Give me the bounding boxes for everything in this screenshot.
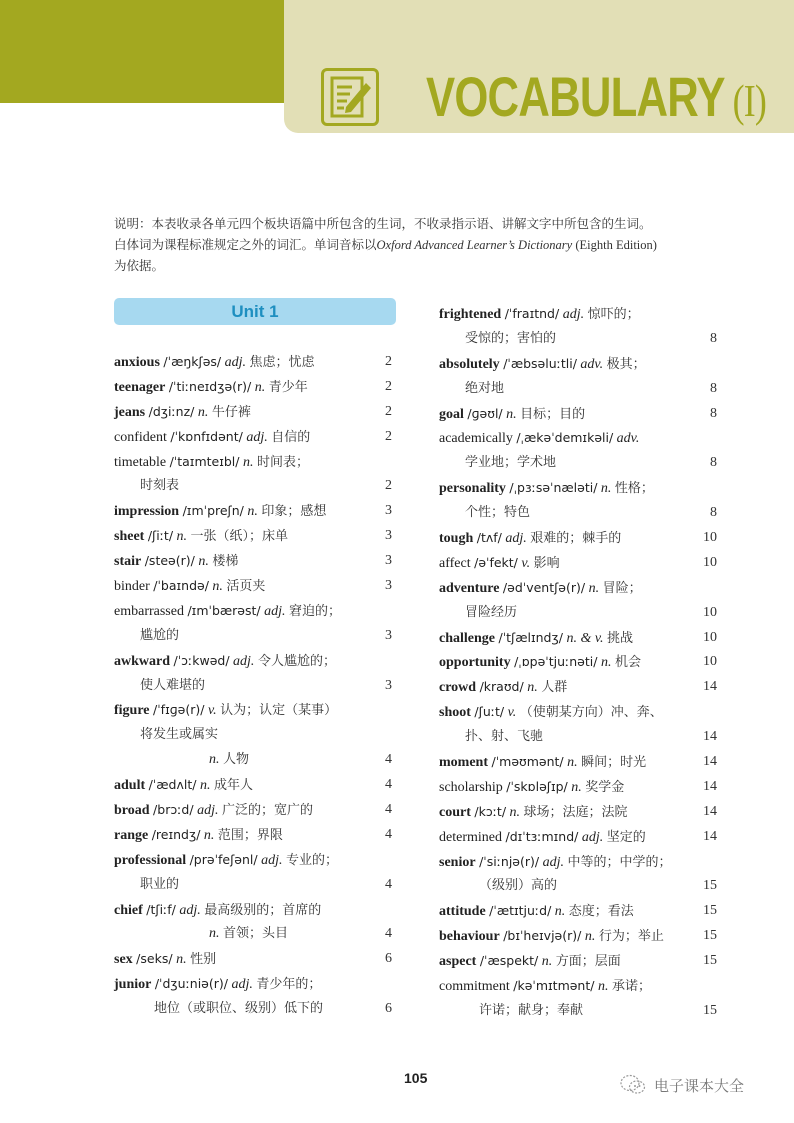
chinese-meaning: 惊吓的； xyxy=(587,307,640,322)
vocab-continuation xyxy=(114,723,392,748)
phonetic: /ˌækəˈdemɪkəli/ xyxy=(516,430,614,446)
headword: jeans xyxy=(114,404,146,420)
part-of-speech: n. xyxy=(197,404,209,420)
chinese-meaning: 焦虑；忧虑 xyxy=(249,355,315,370)
page-ref: 10 xyxy=(703,530,717,546)
intro-line-1: 说明：本表收录各单元四个板块语篇中所包含的生词，不收录指示语、讲解文字中所包含的生词。 xyxy=(114,217,652,231)
headword: personality xyxy=(439,481,506,497)
part-of-speech: n. xyxy=(247,504,258,520)
vocab-entry xyxy=(439,974,717,999)
part-of-speech: n. xyxy=(584,929,596,945)
part-of-speech: n. xyxy=(242,454,254,470)
page-ref: 4 xyxy=(385,926,392,942)
chinese-meaning: 态度；看法 xyxy=(568,904,634,920)
brand-text: 电子课本大全 xyxy=(654,1076,745,1095)
part-of-speech: adj. xyxy=(233,653,255,669)
vocab-sense xyxy=(114,748,392,773)
chinese-meaning: 窘迫的； xyxy=(289,603,342,619)
chinese-meaning: 尴尬的 xyxy=(140,627,180,643)
chinese-meaning: （使朝某方向）冲、奔、 xyxy=(519,705,663,721)
phonetic: /ˈæbsəluːtli/ xyxy=(503,355,577,371)
part-of-speech: n. xyxy=(567,755,578,771)
chinese-meaning: 奖学金 xyxy=(585,779,625,795)
vocab-continuation xyxy=(114,474,392,499)
part-of-speech: n. xyxy=(209,926,220,942)
chinese-meaning: 人群 xyxy=(541,680,568,696)
page-ref: 10 xyxy=(703,629,717,645)
title-text: VOCABULARY xyxy=(426,65,725,128)
headword: moment xyxy=(439,755,488,771)
chinese-meaning: 目标；目的 xyxy=(520,406,586,422)
part-of-speech: v. xyxy=(207,703,217,719)
headword: impression xyxy=(114,504,180,520)
part-of-speech: n. xyxy=(176,529,188,545)
headword: anxious xyxy=(114,355,160,370)
vocab-continuation xyxy=(114,873,392,898)
headword: stair xyxy=(114,554,142,570)
chinese-meaning: 个性；特色 xyxy=(465,505,531,521)
vocab-continuation xyxy=(439,451,717,476)
page-ref: 15 xyxy=(703,878,717,894)
chinese-meaning: 广泛的；宽广的 xyxy=(221,803,313,819)
chinese-meaning: 性别 xyxy=(190,952,217,968)
phonetic: /ˈfraɪtnd/ xyxy=(504,306,560,321)
phonetic: /ˈtiːneɪdʒə(r)/ xyxy=(168,378,252,394)
vocab-entry xyxy=(439,626,717,651)
phonetic: /ədˈventʃə(r)/ xyxy=(502,579,586,595)
headword: tough xyxy=(439,531,474,547)
vocab-entry xyxy=(439,576,717,601)
part-of-speech: adj. xyxy=(264,603,286,619)
vocab-entry xyxy=(114,599,392,624)
vocab-continuation xyxy=(439,377,717,402)
page-ref: 15 xyxy=(703,928,717,944)
intro-note xyxy=(114,214,734,277)
page-ref: 8 xyxy=(710,405,717,421)
phonetic: /tʃiːf/ xyxy=(146,901,176,917)
headword: academically xyxy=(439,431,513,447)
part-of-speech: adj. xyxy=(261,852,283,868)
part-of-speech: n. xyxy=(600,655,612,671)
page-ref: 14 xyxy=(703,679,717,695)
chinese-meaning: 机会 xyxy=(614,655,641,671)
vocab-entry xyxy=(439,949,717,974)
part-of-speech: adv. xyxy=(580,356,604,372)
intro-line-2-prefix: 白体词为课程标准规定之外的词汇。单词音标以 xyxy=(114,238,377,252)
phonetic: /reɪndʒ/ xyxy=(151,826,201,842)
vocab-entry xyxy=(439,750,717,775)
phonetic: /ɪmˈbærəst/ xyxy=(187,602,261,618)
chinese-meaning: 一张（纸）；床单 xyxy=(190,529,289,545)
phonetic: /brɔːd/ xyxy=(153,802,194,818)
phonetic: /kraʊd/ xyxy=(479,679,524,695)
headword: opportunity xyxy=(439,655,511,671)
part-of-speech: adj. xyxy=(246,429,268,445)
chinese-meaning: 青少年的； xyxy=(256,977,322,993)
phonetic: /kəˈmɪtmənt/ xyxy=(513,978,595,994)
unit-banner: Unit 1 xyxy=(114,298,396,325)
part-of-speech: n. xyxy=(600,481,612,497)
vocab-entry xyxy=(439,800,717,825)
phonetic: /seks/ xyxy=(136,951,173,967)
phonetic: /ɡəʊl/ xyxy=(467,405,503,421)
headword: range xyxy=(114,827,149,843)
headword: court xyxy=(439,804,471,820)
part-of-speech: n. xyxy=(554,904,566,920)
vocab-entry xyxy=(114,400,392,425)
chinese-meaning: 时刻表 xyxy=(140,478,180,494)
chinese-meaning: 行为；举止 xyxy=(598,929,664,945)
edition-text: (Eighth Edition) xyxy=(572,238,657,252)
chinese-meaning: 艰难的；棘手的 xyxy=(530,531,622,547)
phonetic: /ˈtʃælɪndʒ/ xyxy=(498,629,563,645)
headword: professional xyxy=(114,852,187,868)
title-volume: (I) xyxy=(732,75,767,126)
vocab-continuation xyxy=(439,601,717,626)
headword: scholarship xyxy=(439,779,503,795)
chinese-meaning: 最高级别的；首席的 xyxy=(204,902,322,918)
chinese-meaning: 认为；认定（某事） xyxy=(220,703,338,719)
headword: adventure xyxy=(439,580,500,596)
page-ref: 6 xyxy=(385,1001,392,1017)
phonetic: /ˈætɪtjuːd/ xyxy=(489,903,552,919)
headword: sex xyxy=(114,952,133,968)
vocab-entry xyxy=(114,848,392,873)
headword: affect xyxy=(439,555,471,571)
vocab-sense xyxy=(114,922,392,947)
page-ref: 3 xyxy=(385,553,392,569)
vocab-entry xyxy=(114,798,392,823)
headword: commitment xyxy=(439,979,510,995)
chinese-meaning: 将发生或属实 xyxy=(140,727,219,743)
headword: determined xyxy=(439,829,502,845)
chinese-meaning: 时间表； xyxy=(256,454,309,470)
part-of-speech: adj. xyxy=(224,355,247,370)
part-of-speech: n. xyxy=(254,379,266,395)
vocab-entry xyxy=(439,526,717,551)
vocab-entry xyxy=(439,850,717,875)
phonetic: /ˈdʒuːniə(r)/ xyxy=(154,976,228,992)
intro-line-2 xyxy=(114,235,734,256)
part-of-speech: n. xyxy=(212,579,223,595)
page-ref: 2 xyxy=(385,378,392,394)
part-of-speech: n. xyxy=(199,778,211,794)
vocab-column-left xyxy=(114,350,392,1022)
chinese-meaning: 球场；法庭；法院 xyxy=(523,804,628,820)
chinese-meaning: 性格； xyxy=(614,481,654,497)
page-ref: 6 xyxy=(385,951,392,967)
page-ref: 4 xyxy=(385,777,392,793)
page-ref: 4 xyxy=(385,876,392,892)
page-ref: 14 xyxy=(703,828,717,844)
chinese-meaning: 印象；感想 xyxy=(261,504,327,520)
phonetic: /ˈfɪɡə(r)/ xyxy=(153,702,205,718)
headword: sheet xyxy=(114,529,145,545)
chinese-meaning: 楼梯 xyxy=(212,554,239,570)
chinese-meaning: 牛仔裤 xyxy=(211,404,251,420)
phonetic: /ˈæŋkʃəs/ xyxy=(163,354,222,369)
chinese-meaning: 令人尴尬的； xyxy=(257,653,336,669)
part-of-speech: adj. xyxy=(179,902,201,918)
vocab-entry xyxy=(114,350,392,375)
page-ref: 14 xyxy=(703,803,717,819)
chinese-meaning: 绝对地 xyxy=(465,380,505,396)
vocab-continuation xyxy=(439,327,717,352)
chinese-meaning: 活页夹 xyxy=(226,579,266,595)
phonetic: /ˌɒpəˈtjuːnəti/ xyxy=(514,654,598,670)
page-ref: 14 xyxy=(703,729,717,745)
phonetic: /ˈæspekt/ xyxy=(479,953,539,969)
page-ref: 8 xyxy=(710,330,717,346)
phonetic: /ˈsiːnjə(r)/ xyxy=(479,853,540,869)
phonetic: /ˈkɒnfɪdənt/ xyxy=(170,428,243,444)
phonetic: /tʌf/ xyxy=(476,530,502,546)
chinese-meaning: 成年人 xyxy=(213,778,253,794)
vocab-entry xyxy=(114,450,392,475)
vocab-entry xyxy=(439,825,717,850)
page-ref: 3 xyxy=(385,503,392,519)
page-ref: 2 xyxy=(385,478,392,494)
headword: timetable xyxy=(114,454,167,470)
part-of-speech: adj. xyxy=(197,803,219,819)
part-of-speech: n. & v. xyxy=(566,630,604,646)
chinese-meaning: 冒险经历 xyxy=(465,604,518,620)
page-ref: 3 xyxy=(385,627,392,643)
vocab-entry xyxy=(114,698,392,723)
vocab-entry xyxy=(439,551,717,576)
chinese-meaning: 中等的；中学的； xyxy=(567,854,672,870)
headword: shoot xyxy=(439,705,471,721)
vocab-entry xyxy=(114,898,392,923)
phonetic: /ˈskɒləʃɪp/ xyxy=(506,778,568,794)
vocab-entry xyxy=(114,375,392,400)
headword: binder xyxy=(114,579,150,595)
part-of-speech: n. xyxy=(597,979,609,995)
part-of-speech: adj. xyxy=(562,307,585,322)
headword: crowd xyxy=(439,680,477,696)
chinese-meaning: （级别）高的 xyxy=(479,878,558,894)
part-of-speech: adj. xyxy=(542,854,564,870)
phonetic: /steə(r)/ xyxy=(144,553,195,569)
headword: teenager xyxy=(114,379,166,395)
chinese-meaning: 学业地；学术地 xyxy=(465,455,557,471)
page-ref: 14 xyxy=(703,754,717,770)
chinese-meaning: 坚定的 xyxy=(606,829,646,845)
page-ref: 10 xyxy=(703,554,717,570)
phonetic: /ˈbaɪndə/ xyxy=(153,578,209,594)
page-ref: 10 xyxy=(703,654,717,670)
page-title xyxy=(426,62,766,136)
page-ref: 3 xyxy=(385,578,392,594)
phonetic: /ʃuːt/ xyxy=(474,704,505,720)
page-ref: 3 xyxy=(385,677,392,693)
page-number: 105 xyxy=(404,1070,428,1086)
chinese-meaning: 承诺； xyxy=(611,979,651,995)
page-ref: 15 xyxy=(703,953,717,969)
phonetic: /prəˈfeʃənl/ xyxy=(189,851,258,867)
vocab-entry xyxy=(439,899,717,924)
phonetic: /ʃiːt/ xyxy=(147,528,174,544)
part-of-speech: v. xyxy=(521,555,531,571)
part-of-speech: n. xyxy=(506,406,517,422)
vocab-continuation xyxy=(114,674,392,699)
header-olive-block xyxy=(0,0,284,103)
phonetic: /dɪˈtɜːmɪnd/ xyxy=(505,828,579,844)
phonetic: /bɪˈheɪvjə(r)/ xyxy=(503,928,582,944)
part-of-speech: adj. xyxy=(505,531,527,547)
page-ref: 4 xyxy=(385,752,392,768)
page-ref: 4 xyxy=(385,826,392,842)
headword: absolutely xyxy=(439,356,500,372)
vocab-entry xyxy=(439,675,717,700)
headword: figure xyxy=(114,703,150,719)
page-ref: 15 xyxy=(703,903,717,919)
vocab-entry xyxy=(439,352,717,377)
part-of-speech: n. xyxy=(571,779,582,795)
chinese-meaning: 职业的 xyxy=(140,876,180,892)
vocab-entry xyxy=(439,476,717,501)
vocab-continuation xyxy=(439,501,717,526)
vocab-continuation xyxy=(114,997,392,1022)
chinese-meaning: 人物 xyxy=(223,752,250,768)
part-of-speech: n. xyxy=(203,827,215,843)
chinese-meaning: 瞬间；时光 xyxy=(581,755,647,771)
chinese-meaning: 自信的 xyxy=(271,429,311,445)
vocab-entry xyxy=(439,402,717,427)
headword: awkward xyxy=(114,653,171,669)
vocab-entry xyxy=(114,773,392,798)
part-of-speech: n. xyxy=(588,580,600,596)
part-of-speech: n. xyxy=(509,804,521,820)
vocab-entry xyxy=(114,947,392,972)
vocab-entry xyxy=(439,775,717,800)
vocab-entry xyxy=(114,574,392,599)
wechat-icon xyxy=(620,1074,646,1096)
vocab-entry xyxy=(114,524,392,549)
page-ref: 8 xyxy=(710,455,717,471)
headword: junior xyxy=(114,977,152,993)
page-ref: 15 xyxy=(703,1002,717,1018)
vocab-continuation xyxy=(439,999,717,1024)
phonetic: /ˈtaɪmteɪbl/ xyxy=(169,453,240,469)
vocab-entry xyxy=(439,924,717,949)
vocab-entry xyxy=(439,650,717,675)
chinese-meaning: 扑、射、飞驰 xyxy=(465,729,544,745)
chinese-meaning: 方面；层面 xyxy=(555,954,621,970)
vocab-entry xyxy=(114,499,392,524)
part-of-speech: n. xyxy=(527,680,538,696)
vocab-entry xyxy=(114,972,392,997)
headword: chief xyxy=(114,902,143,918)
part-of-speech: v. xyxy=(507,705,517,721)
headword: embarrassed xyxy=(114,603,184,619)
vocab-entry xyxy=(114,649,392,674)
brand-watermark xyxy=(620,1074,744,1096)
page-ref: 3 xyxy=(385,528,392,544)
chinese-meaning: 青少年 xyxy=(268,379,308,395)
headword: attitude xyxy=(439,904,486,920)
chinese-meaning: 许诺；献身；奉献 xyxy=(479,1002,584,1018)
part-of-speech: n. xyxy=(198,554,209,570)
chinese-meaning: 使人难堪的 xyxy=(140,677,206,693)
vocab-entry xyxy=(114,549,392,574)
part-of-speech: adj. xyxy=(581,829,604,845)
vocab-column-right xyxy=(439,302,717,1024)
headword: adult xyxy=(114,778,146,794)
page-ref: 2 xyxy=(385,354,392,369)
headword: senior xyxy=(439,854,476,870)
chinese-meaning: 地位（或职位、级别）低下的 xyxy=(154,1001,324,1017)
vocab-entry xyxy=(114,823,392,848)
part-of-speech: n. xyxy=(209,752,220,768)
intro-line-3: 为依据。 xyxy=(114,259,165,273)
headword: aspect xyxy=(439,954,477,970)
vocab-continuation xyxy=(439,725,717,750)
vocab-continuation xyxy=(439,874,717,899)
phonetic: /ˈməʊmənt/ xyxy=(491,754,564,770)
headword: goal xyxy=(439,406,464,422)
page-ref: 8 xyxy=(710,505,717,521)
dictionary-title: Oxford Advanced Learner’s Dictionary xyxy=(376,238,573,252)
headword: frightened xyxy=(439,307,502,322)
part-of-speech: adv. xyxy=(616,431,640,447)
chinese-meaning: 专业的； xyxy=(285,852,338,868)
headword: behaviour xyxy=(439,929,500,945)
headword: confident xyxy=(114,429,167,445)
headword: challenge xyxy=(439,630,495,646)
chinese-meaning: 冒险； xyxy=(602,580,642,596)
page-ref: 4 xyxy=(385,802,392,818)
part-of-speech: adj. xyxy=(231,977,253,993)
phonetic: /ˈɔːkwəd/ xyxy=(173,652,230,668)
chinese-meaning: 首领；头目 xyxy=(223,926,289,942)
part-of-speech: n. xyxy=(176,952,187,968)
vocab-entry xyxy=(439,426,717,451)
phonetic: /kɔːt/ xyxy=(474,803,507,819)
chinese-meaning: 范围；界限 xyxy=(217,827,283,843)
phonetic: /ˌpɜːsəˈnæləti/ xyxy=(509,480,598,496)
page-ref: 2 xyxy=(385,403,392,419)
vocab-entry xyxy=(439,302,717,327)
page-ref: 14 xyxy=(703,778,717,794)
phonetic: /ˈædʌlt/ xyxy=(148,777,197,793)
chinese-meaning: 影响 xyxy=(533,555,560,571)
chinese-meaning: 挑战 xyxy=(607,630,634,646)
headword: broad xyxy=(114,803,150,819)
page-ref: 8 xyxy=(710,380,717,396)
phonetic: /dʒiːnz/ xyxy=(148,403,195,419)
vocab-continuation xyxy=(114,624,392,649)
vocab-entry xyxy=(439,700,717,725)
notepad-pencil-icon xyxy=(321,68,379,126)
page-ref: 2 xyxy=(385,428,392,444)
part-of-speech: n. xyxy=(541,954,553,970)
vocab-entry xyxy=(114,425,392,450)
chinese-meaning: 受惊的；害怕的 xyxy=(465,330,557,346)
phonetic: /əˈfekt/ xyxy=(474,554,518,570)
phonetic: /ɪmˈpreʃn/ xyxy=(182,503,244,519)
chinese-meaning: 极其； xyxy=(606,356,646,372)
page-ref: 10 xyxy=(703,604,717,620)
